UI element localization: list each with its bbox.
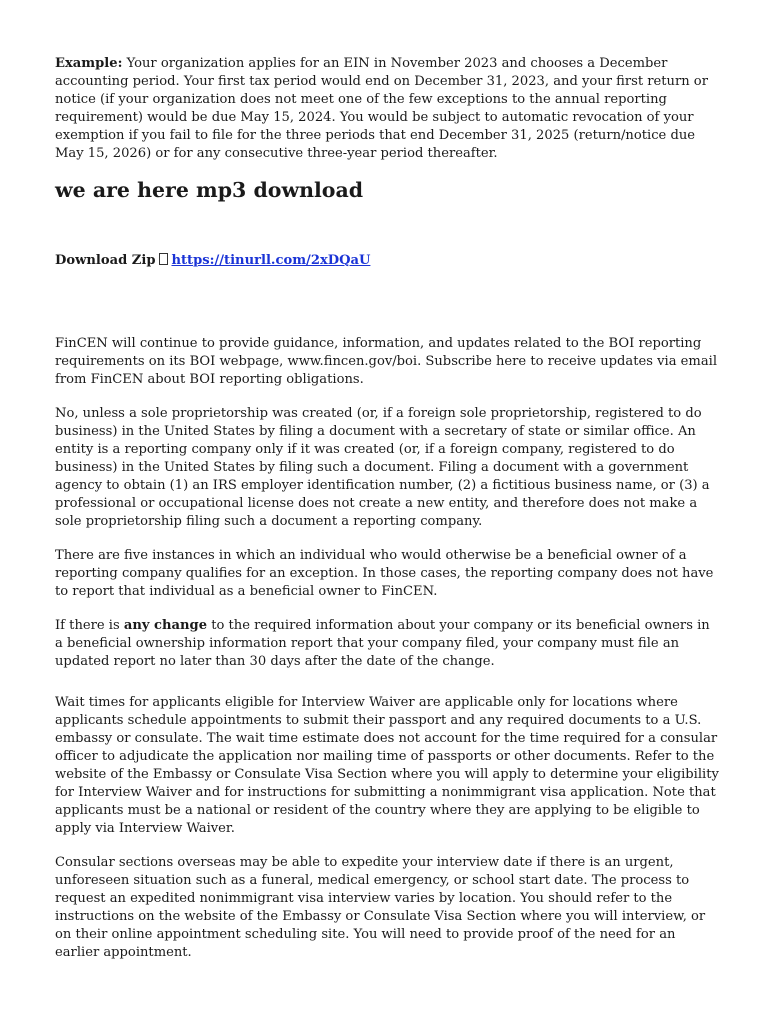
visa-section xyxy=(55,694,720,962)
boi-p4-pre: If there is xyxy=(55,618,124,633)
boi-paragraph-2: No, unless a sole proprietorship was created (or, if a foreign sole proprietorship, registered to do business) in the United States by filing a document with a secretary of state or similar office. An entity is a reporting company only if it was created (or, if a foreign company, registered to do business) in the United States by filing such a document. Filing a document with a government agency to obtain (1) an IRS employer identification number, (2) a fictitious business name, or (3) a professional or occupational license does not create a new entity, and therefore does not make a sole proprietorship filing such a document a reporting company. xyxy=(55,406,710,529)
visa-paragraph-2: Consular sections overseas may be able to expedite your interview date if there is an urgent, unforeseen situation such as a funeral, medical emergency, or school start date. The process to request an expedited nonimmigrant visa interview varies by location. You should refer to the instructions on the website of the Embassy or Consulate Visa Section where you will interview, or on their online appointment scheduling site. You will need to provide proof of the need for an earlier appointment. xyxy=(55,855,706,960)
page-title: we are here mp3 download xyxy=(55,178,364,202)
download-row xyxy=(55,252,370,270)
example-section xyxy=(55,55,720,163)
missing-glyph-icon xyxy=(159,253,168,265)
visa-paragraph-1: Wait times for applicants eligible for Interview Waiver are applicable only for locations where applicants schedule appointments to submit their passport and any required documents to a U.S. embassy or consulate. The wait time estimate does not account for the time required for a consular officer to adjudicate the application nor mailing time of passports or other documents. Refer to the website of the Embassy or Consulate Visa Section where you will apply to determine your eligibility for Interview Waiver and for instructions for submitting a nonimmigrant visa application. Note that applicants must be a national or resident of the country where they are applying to be eligible to apply via Interview Waiver. xyxy=(55,695,719,836)
example-paragraph xyxy=(55,55,720,163)
boi-p4-bold: any change xyxy=(123,618,208,633)
example-text: Your organization applies for an EIN in November 2023 and chooses a December accounting period. Your first tax period would end on December 31, 2023, and your first return or notice (if your organization does not meet one of the few exceptions to the annual reporting requirement) would be due May 15, 2024. You would be subject to automatic revocation of your exemption if you fail to file for the three periods that end December 31, 2025 (return/notice due May 15, 2026) or for any consecutive three-year period thereafter. xyxy=(55,56,708,161)
boi-paragraph-3: There are five instances in which an individual who would otherwise be a beneficial owner of a reporting company qualifies for an exception. In those cases, the reporting company does not have to report that individual as a beneficial owner to FinCEN. xyxy=(55,548,714,599)
example-label: Example: xyxy=(55,56,123,71)
boi-p4-post: to the required information about your company or its beneficial owners in a beneficial ownership information report that your company filed, your company must file an updated report no later than 30 days after the date of the change. xyxy=(55,618,710,669)
boi-section xyxy=(55,335,720,671)
boi-paragraph-4 xyxy=(55,617,720,671)
download-label: Download Zip xyxy=(55,253,156,268)
download-link[interactable]: https://tinurll.com/2xDQaU xyxy=(171,253,371,268)
boi-paragraph-1: FinCEN will continue to provide guidance, information, and updates related to the BOI reporting requirements on its BOI webpage, www.fincen.gov/boi. Subscribe here to receive updates via email from FinCEN about BOI reporting obligations. xyxy=(55,336,718,387)
